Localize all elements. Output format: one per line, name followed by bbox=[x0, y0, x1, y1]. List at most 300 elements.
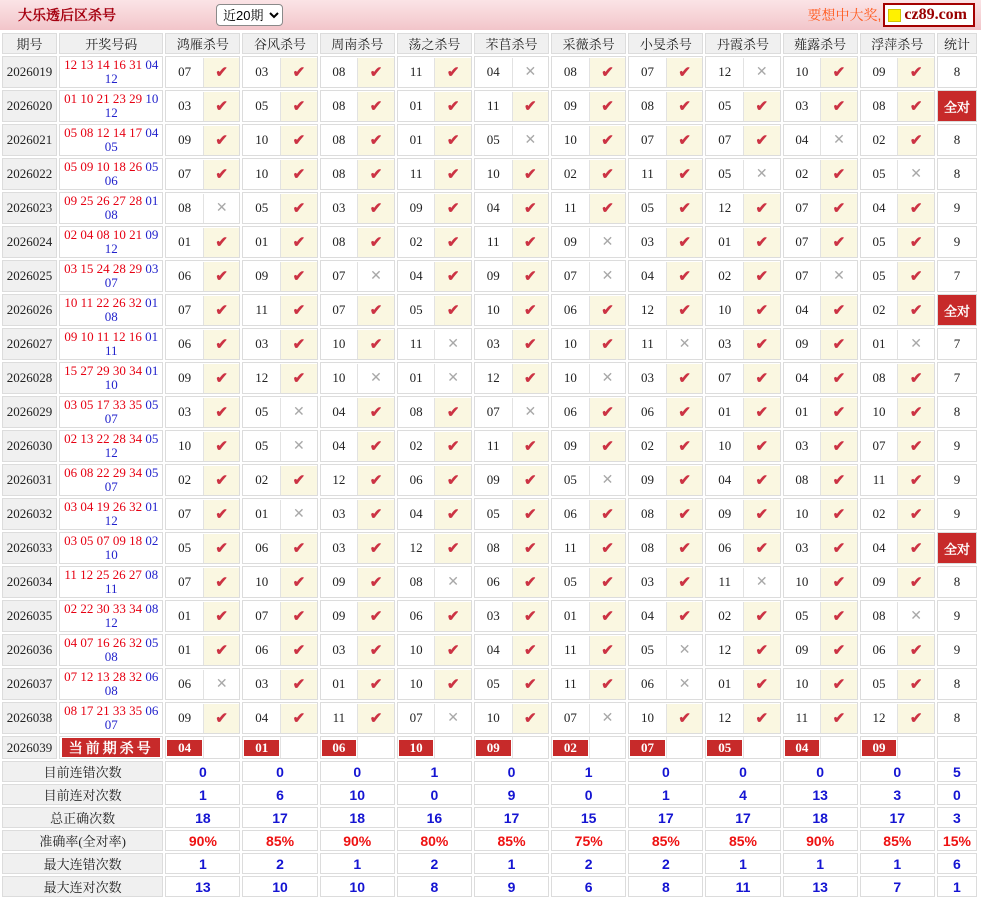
draw-line-2 bbox=[60, 548, 162, 562]
kill-group-cell bbox=[628, 158, 703, 190]
cross-icon: ✕ bbox=[601, 370, 614, 386]
kill-result-cell bbox=[280, 466, 317, 495]
kill-group-cell bbox=[397, 634, 472, 666]
kill-group-wrap bbox=[321, 262, 394, 291]
kill-group-wrap bbox=[243, 364, 316, 393]
kill-group-cell bbox=[320, 498, 395, 530]
kill-number: 03 bbox=[784, 432, 821, 461]
kill-group-cell bbox=[165, 192, 240, 224]
kill-group-wrap bbox=[398, 126, 471, 155]
check-icon: ✔ bbox=[215, 98, 228, 115]
kill-group-cell bbox=[397, 90, 472, 122]
kill-result-cell bbox=[203, 466, 240, 495]
draw-line-1 bbox=[60, 670, 162, 684]
kill-result-cell bbox=[512, 534, 549, 563]
kill-number: 11 bbox=[398, 58, 435, 87]
kill-result-cell bbox=[820, 432, 857, 461]
kill-result-cell bbox=[820, 534, 857, 563]
check-icon: ✔ bbox=[524, 302, 537, 319]
kill-group-wrap bbox=[629, 92, 702, 121]
kill-result-cell bbox=[666, 636, 703, 665]
front-numbers: 01 10 21 23 29 bbox=[64, 91, 143, 106]
kill-group-cell bbox=[860, 532, 935, 564]
kill-group-cell bbox=[397, 702, 472, 734]
kill-result-cell bbox=[434, 534, 471, 563]
kill-group-cell bbox=[320, 736, 395, 759]
period-cell: 2026023 bbox=[2, 192, 57, 224]
kill-group-wrap bbox=[321, 364, 394, 393]
kill-number: 07 bbox=[166, 296, 203, 325]
kill-number: 05 bbox=[475, 500, 512, 529]
kill-result-cell bbox=[512, 737, 549, 758]
check-icon: ✔ bbox=[369, 642, 383, 659]
kill-group-wrap bbox=[243, 330, 316, 359]
draw-numbers-cell bbox=[59, 668, 163, 700]
summary-value-cell: 90% bbox=[320, 830, 395, 851]
kill-group-wrap bbox=[784, 58, 857, 87]
kill-group-wrap bbox=[784, 602, 857, 631]
kill-number: 07 bbox=[321, 296, 358, 325]
kill-number: 08 bbox=[861, 602, 898, 631]
kill-result-cell bbox=[434, 92, 471, 121]
back-number-2: 12 bbox=[104, 615, 118, 630]
back-number-2: 11 bbox=[104, 581, 118, 596]
kill-group-wrap bbox=[784, 670, 857, 699]
kill-result-cell bbox=[666, 500, 703, 529]
kill-result-cell bbox=[434, 466, 471, 495]
check-icon: ✔ bbox=[678, 506, 691, 523]
kill-group-wrap bbox=[629, 704, 702, 733]
kill-result-cell bbox=[203, 568, 240, 597]
kill-number: 08 bbox=[784, 466, 821, 495]
kill-result-cell bbox=[666, 568, 703, 597]
check-icon: ✔ bbox=[292, 710, 306, 727]
stat-cell: 8 bbox=[937, 158, 977, 190]
cross-icon: ✕ bbox=[910, 336, 922, 352]
kill-number: 11 bbox=[629, 160, 666, 189]
kill-group-wrap bbox=[861, 92, 934, 121]
current-kill-number: 09 bbox=[476, 740, 511, 756]
summary-label-cell: 目前连错次数 bbox=[2, 761, 163, 782]
kill-group-cell bbox=[551, 90, 626, 122]
kill-group-cell bbox=[783, 566, 858, 598]
kill-number: 01 bbox=[784, 398, 821, 427]
kill-number: 07 bbox=[243, 602, 280, 631]
kill-group-wrap bbox=[166, 194, 239, 223]
kill-group-cell bbox=[783, 498, 858, 530]
check-icon: ✔ bbox=[292, 370, 306, 387]
check-icon: ✔ bbox=[601, 506, 614, 523]
summary-value-cell: 85% bbox=[474, 830, 549, 851]
kill-group-cell bbox=[242, 362, 317, 394]
summary-value-cell: 17 bbox=[705, 807, 780, 828]
check-icon: ✔ bbox=[446, 166, 460, 183]
logo-text: cz89.com bbox=[904, 6, 967, 23]
cross-icon: ✕ bbox=[447, 370, 460, 386]
kill-group-cell bbox=[320, 464, 395, 496]
kill-number: 07 bbox=[784, 228, 821, 257]
cross-icon: ✕ bbox=[370, 370, 382, 386]
kill-group-wrap bbox=[861, 58, 934, 87]
summary-value-cell: 0 bbox=[320, 761, 395, 782]
check-icon: ✔ bbox=[369, 336, 383, 353]
kill-result-cell bbox=[280, 636, 317, 665]
kill-group-cell bbox=[165, 226, 240, 258]
kill-number: 03 bbox=[629, 228, 666, 257]
table-row-2026032 bbox=[2, 498, 977, 530]
kill-group-cell bbox=[551, 158, 626, 190]
kill-result-cell bbox=[512, 602, 549, 631]
cross-icon: ✕ bbox=[524, 132, 537, 148]
check-icon: ✔ bbox=[755, 676, 769, 693]
period-cell: 2026039 bbox=[2, 736, 57, 759]
kill-group-wrap bbox=[398, 670, 471, 699]
kill-group-cell bbox=[860, 430, 935, 462]
stat-cell: 8 bbox=[937, 668, 977, 700]
kill-number: 05 bbox=[243, 398, 280, 427]
kill-group-wrap bbox=[398, 160, 471, 189]
kill-group-cell bbox=[397, 430, 472, 462]
cross-icon: ✕ bbox=[833, 132, 845, 148]
check-icon: ✔ bbox=[524, 98, 537, 115]
kill-number: 02 bbox=[398, 228, 435, 257]
draw-line-1 bbox=[60, 534, 162, 548]
kill-number: 06 bbox=[861, 636, 898, 665]
kill-result-cell bbox=[743, 432, 780, 461]
kill-group-cell bbox=[397, 498, 472, 530]
stat-cell: 7 bbox=[937, 362, 977, 394]
kill-group-wrap bbox=[706, 364, 779, 393]
kill-result-cell bbox=[820, 364, 857, 393]
kill-group-cell bbox=[320, 532, 395, 564]
check-icon: ✔ bbox=[369, 234, 383, 251]
period-cell: 2026022 bbox=[2, 158, 57, 190]
kill-result-cell bbox=[512, 126, 549, 155]
kill-result-cell bbox=[743, 704, 780, 733]
check-icon: ✔ bbox=[601, 642, 614, 659]
kill-result-cell bbox=[897, 398, 934, 427]
kill-group-wrap bbox=[475, 330, 548, 359]
kill-group-wrap bbox=[475, 500, 548, 529]
table-row-2026031 bbox=[2, 464, 977, 496]
kill-group-cell bbox=[165, 600, 240, 632]
kill-group-wrap bbox=[475, 58, 548, 87]
kill-result-cell bbox=[897, 160, 934, 189]
kill-number: 08 bbox=[321, 160, 358, 189]
check-icon: ✔ bbox=[292, 676, 306, 693]
current-period-label: 当前期杀号 bbox=[62, 738, 160, 757]
kill-number: 08 bbox=[629, 534, 666, 563]
range-select[interactable] bbox=[216, 4, 283, 26]
kill-group-cell bbox=[474, 192, 549, 224]
kill-number: 10 bbox=[784, 58, 821, 87]
kill-number: 12 bbox=[706, 58, 743, 87]
kill-group-wrap bbox=[784, 534, 857, 563]
draw-numbers-cell bbox=[59, 192, 163, 224]
check-icon: ✔ bbox=[601, 98, 614, 115]
kill-group-wrap bbox=[629, 432, 702, 461]
kill-group-wrap bbox=[243, 636, 316, 665]
draw-line-1 bbox=[60, 160, 162, 174]
kill-group-cell bbox=[474, 430, 549, 462]
kill-group-cell bbox=[242, 498, 317, 530]
summary-value-cell: 15 bbox=[551, 807, 626, 828]
kill-number: 09 bbox=[706, 500, 743, 529]
draw-numbers-cell bbox=[59, 396, 163, 428]
kill-number-wrap bbox=[166, 737, 203, 758]
check-icon: ✔ bbox=[446, 506, 460, 523]
summary-value-cell: 6 bbox=[242, 784, 317, 805]
kill-group-cell bbox=[242, 90, 317, 122]
kill-group-cell bbox=[705, 702, 780, 734]
kill-group-cell bbox=[860, 566, 935, 598]
summary-value-cell: 85% bbox=[242, 830, 317, 851]
back-number-2: 06 bbox=[104, 173, 118, 188]
kill-group-wrap bbox=[321, 500, 394, 529]
kill-number: 07 bbox=[166, 160, 203, 189]
kill-group-cell bbox=[705, 56, 780, 88]
check-icon: ✔ bbox=[446, 642, 460, 659]
check-icon: ✔ bbox=[446, 132, 460, 149]
kill-group-cell bbox=[551, 634, 626, 666]
check-icon: ✔ bbox=[446, 200, 460, 217]
kill-result-cell bbox=[820, 398, 857, 427]
kill-group-cell bbox=[860, 158, 935, 190]
draw-line-1 bbox=[60, 228, 162, 242]
kill-group-cell bbox=[783, 124, 858, 156]
draw-numbers-cell bbox=[59, 226, 163, 258]
kill-group-cell bbox=[628, 532, 703, 564]
kill-group-wrap bbox=[243, 58, 316, 87]
kill-group-cell bbox=[860, 396, 935, 428]
check-icon: ✔ bbox=[215, 540, 228, 557]
current-kill-number: 04 bbox=[167, 740, 202, 756]
kill-group-cell bbox=[320, 634, 395, 666]
kill-result-cell bbox=[434, 330, 471, 359]
kill-group-wrap bbox=[784, 92, 857, 121]
kill-result-cell bbox=[203, 704, 240, 733]
kill-group-cell bbox=[474, 702, 549, 734]
check-icon: ✔ bbox=[755, 472, 769, 489]
kill-group-cell bbox=[320, 430, 395, 462]
kill-group-wrap bbox=[706, 58, 779, 87]
kill-group-wrap bbox=[166, 568, 239, 597]
stat-cell: 9 bbox=[937, 634, 977, 666]
check-icon: ✔ bbox=[755, 268, 769, 285]
kill-number: 07 bbox=[552, 262, 589, 291]
check-icon: ✔ bbox=[215, 472, 228, 489]
kill-group-wrap bbox=[166, 296, 239, 325]
draw-line-1 bbox=[60, 126, 162, 140]
check-icon: ✔ bbox=[215, 268, 228, 285]
kill-group-wrap bbox=[706, 534, 779, 563]
kill-group-wrap bbox=[398, 737, 471, 758]
summary-value-cell: 2 bbox=[628, 853, 703, 874]
period-cell: 2026036 bbox=[2, 634, 57, 666]
kill-group-cell bbox=[783, 430, 858, 462]
check-icon: ✔ bbox=[678, 234, 691, 251]
draw-line-2 bbox=[60, 208, 162, 222]
stat-cell: 9 bbox=[937, 498, 977, 530]
table-row-2026019 bbox=[2, 56, 977, 88]
check-icon: ✔ bbox=[292, 268, 306, 285]
current-kill-number: 02 bbox=[553, 740, 588, 756]
summary-value-cell: 1 bbox=[628, 784, 703, 805]
kill-result-cell bbox=[897, 466, 934, 495]
kill-group-wrap bbox=[706, 602, 779, 631]
kill-group-wrap bbox=[629, 262, 702, 291]
kill-group-cell bbox=[860, 192, 935, 224]
kill-number: 03 bbox=[784, 534, 821, 563]
kill-group-cell bbox=[783, 532, 858, 564]
period-cell: 2026025 bbox=[2, 260, 57, 292]
kill-group-wrap bbox=[629, 160, 702, 189]
kill-result-cell bbox=[434, 296, 471, 325]
kill-group-wrap bbox=[398, 432, 471, 461]
kill-number: 05 bbox=[243, 194, 280, 223]
kill-group-cell bbox=[242, 192, 317, 224]
kill-group-wrap bbox=[861, 126, 934, 155]
kill-number: 01 bbox=[706, 398, 743, 427]
col-header-3: 谷风杀号 bbox=[242, 33, 317, 54]
kill-group-wrap bbox=[243, 228, 316, 257]
stat-cell: 8 bbox=[937, 396, 977, 428]
kill-number: 10 bbox=[629, 704, 666, 733]
back-number-2: 10 bbox=[104, 547, 118, 562]
kill-number: 10 bbox=[706, 296, 743, 325]
kill-group-wrap bbox=[784, 194, 857, 223]
kill-group-cell bbox=[397, 362, 472, 394]
kill-number: 04 bbox=[475, 194, 512, 223]
kill-number: 02 bbox=[552, 160, 589, 189]
kill-number: 11 bbox=[861, 466, 898, 495]
summary-value-cell: 0 bbox=[860, 761, 935, 782]
kill-group-cell bbox=[242, 260, 317, 292]
kill-group-cell bbox=[474, 396, 549, 428]
col-header-10: 薤露杀号 bbox=[783, 33, 858, 54]
kill-number: 11 bbox=[321, 704, 358, 733]
kill-number: 01 bbox=[706, 228, 743, 257]
kill-number: 12 bbox=[706, 636, 743, 665]
kill-number: 01 bbox=[166, 228, 203, 257]
check-icon: ✔ bbox=[678, 540, 691, 557]
stat-cell: 8 bbox=[937, 702, 977, 734]
kill-group-cell bbox=[705, 668, 780, 700]
kill-group-wrap bbox=[243, 126, 316, 155]
kill-number: 10 bbox=[321, 364, 358, 393]
kill-group-cell bbox=[320, 396, 395, 428]
kill-number: 12 bbox=[706, 704, 743, 733]
kill-number: 05 bbox=[552, 466, 589, 495]
summary-value-cell: 13 bbox=[165, 876, 240, 897]
kill-group-cell bbox=[705, 226, 780, 258]
check-icon: ✔ bbox=[909, 302, 923, 319]
kill-group-cell bbox=[705, 634, 780, 666]
kill-group-cell bbox=[397, 294, 472, 326]
kill-number-wrap bbox=[706, 737, 743, 758]
summary-value-cell: 85% bbox=[628, 830, 703, 851]
check-icon: ✔ bbox=[369, 472, 383, 489]
kill-result-cell bbox=[897, 262, 934, 291]
kill-result-cell bbox=[666, 534, 703, 563]
table-row-2026028 bbox=[2, 362, 977, 394]
table-row-2026029 bbox=[2, 396, 977, 428]
kill-number: 07 bbox=[706, 126, 743, 155]
back-number-1: 05 bbox=[145, 397, 159, 412]
check-icon: ✔ bbox=[755, 132, 769, 149]
kill-group-cell bbox=[165, 90, 240, 122]
check-icon: ✔ bbox=[909, 64, 923, 81]
kill-number: 04 bbox=[706, 466, 743, 495]
kill-result-cell bbox=[820, 737, 857, 758]
kill-result-cell bbox=[434, 670, 471, 699]
back-number-1: 05 bbox=[145, 431, 159, 446]
kill-group-wrap bbox=[475, 160, 548, 189]
table-row-2026036 bbox=[2, 634, 977, 666]
kill-group-wrap bbox=[552, 602, 625, 631]
cross-icon: ✕ bbox=[833, 268, 845, 284]
kill-group-cell bbox=[628, 396, 703, 428]
check-icon: ✔ bbox=[369, 676, 383, 693]
kill-number: 03 bbox=[629, 364, 666, 393]
kill-result-cell bbox=[666, 228, 703, 257]
kill-number: 01 bbox=[243, 500, 280, 529]
kill-number: 07 bbox=[166, 500, 203, 529]
kill-group-cell bbox=[860, 464, 935, 496]
kill-result-cell bbox=[589, 160, 626, 189]
kill-number: 06 bbox=[552, 296, 589, 325]
kill-number: 12 bbox=[398, 534, 435, 563]
period-cell: 2026026 bbox=[2, 294, 57, 326]
draw-line-2 bbox=[60, 106, 162, 120]
kill-result-cell bbox=[434, 737, 471, 758]
kill-result-cell bbox=[357, 636, 394, 665]
check-icon: ✔ bbox=[369, 710, 383, 727]
kill-result-cell bbox=[512, 296, 549, 325]
back-number-1: 08 bbox=[145, 567, 159, 582]
kill-group-wrap bbox=[552, 364, 625, 393]
kill-group-cell bbox=[860, 736, 935, 759]
period-cell: 2026034 bbox=[2, 566, 57, 598]
kill-number: 06 bbox=[398, 602, 435, 631]
kill-result-cell bbox=[820, 670, 857, 699]
period-cell: 2026030 bbox=[2, 430, 57, 462]
kill-number: 01 bbox=[166, 636, 203, 665]
kill-number: 08 bbox=[321, 126, 358, 155]
kill-group-cell bbox=[474, 736, 549, 759]
check-icon: ✔ bbox=[446, 676, 460, 693]
kill-group-cell bbox=[397, 464, 472, 496]
table-row-2026034 bbox=[2, 566, 977, 598]
kill-group-cell bbox=[628, 362, 703, 394]
kill-group-wrap bbox=[166, 364, 239, 393]
kill-number-wrap bbox=[629, 737, 666, 758]
draw-numbers-cell bbox=[59, 328, 163, 360]
summary-value-cell: 90% bbox=[783, 830, 858, 851]
kill-result-cell bbox=[589, 364, 626, 393]
site-logo[interactable] bbox=[883, 3, 975, 27]
kill-group-wrap bbox=[475, 398, 548, 427]
kill-group-cell bbox=[320, 294, 395, 326]
kill-group-wrap bbox=[321, 126, 394, 155]
kill-group-cell bbox=[242, 600, 317, 632]
kill-group-wrap bbox=[784, 160, 857, 189]
kill-group-cell bbox=[705, 396, 780, 428]
kill-result-cell bbox=[280, 670, 317, 699]
kill-result-cell bbox=[512, 432, 549, 461]
kill-number: 09 bbox=[552, 92, 589, 121]
kill-group-wrap bbox=[321, 330, 394, 359]
